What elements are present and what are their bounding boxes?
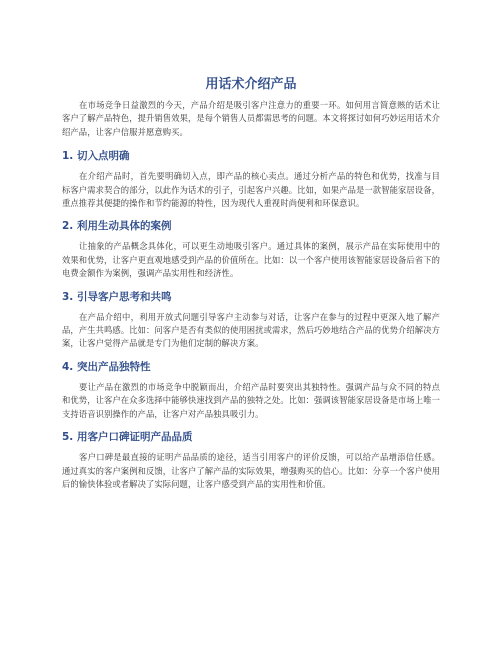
section-1-heading: 1. 切入点明确 [62, 150, 130, 163]
section-3-heading: 3. 引导客户思考和共鸣 [62, 290, 172, 303]
section-5-body: 客户口碑是最直接的证明产品品质的途径，适当引用客户的评价反馈，可以给产品增添信任感。通过真实的客户案例和反馈，让客户了解产品的实际效果，增强购买的信心。比如：分享一个客户使用后的愉快体验或者解决了实际问题，让客户感受到产品的实用性和价值。 [62, 452, 440, 489]
section-2-heading: 2. 利用生动具体的案例 [62, 220, 172, 233]
section-3-body: 在产品介绍中，利用开放式问题引导客户主动参与对话，让客户在参与的过程中更深入地了解产品，产生共鸣感。比如：问客户是否有类似的使用困扰或需求，然后巧妙地结合产品的优势介绍解决方案，让客户觉得产品就是专门为他们定制的解决方案。 [62, 311, 440, 349]
section-2-body: 让抽象的产品概念具体化，可以更生动地吸引客户。通过具体的案例，展示产品在实际使用中的效果和优势，让客户更直观地感受到产品的价值所在。比如：以一个客户使用该智能家居设备后省下的电费金额作为案例，强调产品实用性和经济性。 [62, 241, 440, 279]
section-4-heading: 4. 突出产品独特性 [62, 360, 151, 373]
document-title: 用话术介绍产品 [205, 77, 297, 92]
section-1-body: 在介绍产品时，首先要明确切入点，即产品的核心卖点。通过分析产品的特色和优势，找准与目标客户需求契合的部分，以此作为话术的引子，引起客户兴趣。比如，如果产品是一款智能家居设备，重点推荐其便捷的操作和节约能源的特性，因为现代人重视时尚便利和环保意识。 [62, 171, 440, 209]
section-5-heading: 5. 用客户口碑证明产品品质 [62, 431, 193, 444]
intro-paragraph: 在市场竞争日益激烈的今天，产品介绍是吸引客户注意力的重要一环。如何用言简意赅的话术让客户了解产品特色，提升销售效果，是每个销售人员都需思考的问题。本文将探讨如何巧妙运用话术介绍产品，让客户信服并愿意购买。 [62, 100, 440, 137]
section-4-body: 要让产品在激烈的市场竞争中脱颖而出，介绍产品时要突出其独特性。强调产品与众不同的特点和优势，让客户在众多选择中能够快速找到产品的独特之处。比如：强调该智能家居设备是市场上唯一支持语音识别操作的产品，让客户对产品独具吸引力。 [62, 381, 440, 419]
